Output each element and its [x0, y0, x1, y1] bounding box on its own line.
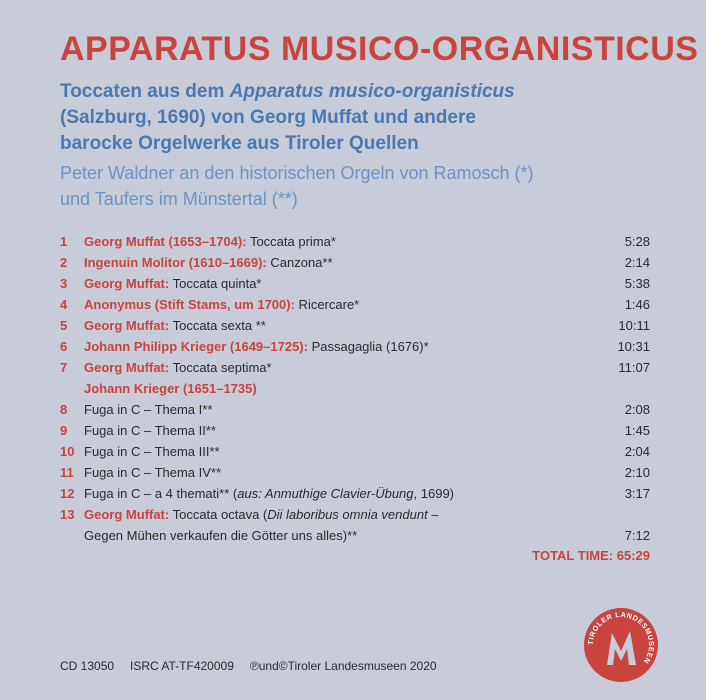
- album-subtitle: [60, 79, 680, 157]
- track-number: 10: [60, 444, 75, 459]
- track-work-line2: Gegen Mühen verkaufen die Götter uns alles)**: [84, 528, 358, 543]
- track-number: 4: [60, 297, 68, 312]
- track-time: 11:07: [618, 360, 650, 375]
- track-number: 8: [60, 402, 68, 417]
- track-number: 11: [60, 465, 74, 480]
- track-row: [60, 504, 650, 525]
- track-time: 7:12: [624, 528, 650, 543]
- track-composer: Ingenuin Molitor (1610–1669):: [84, 255, 267, 270]
- track-time: 2:04: [624, 444, 650, 459]
- catalog-number: CD 13050: [60, 659, 115, 673]
- footer: [60, 659, 453, 673]
- track-time: 1:46: [624, 297, 650, 312]
- track-work: Fuga in C – a 4 themati** (: [84, 486, 238, 501]
- subtitle-line3: barocke Orgelwerke aus Tiroler Quellen: [60, 133, 419, 154]
- track-time: 1:45: [624, 423, 650, 438]
- composer-heading-row: [60, 378, 650, 399]
- track-time: 2:14: [624, 255, 650, 270]
- track-time: 10:11: [618, 318, 650, 333]
- logo-text: TIROLER LANDESMUSEEN: [585, 609, 657, 666]
- track-work: Toccata quinta*: [169, 276, 262, 291]
- track-work-end: –: [427, 507, 439, 522]
- track-work: Toccata septima*: [169, 360, 272, 375]
- track-row: [60, 315, 650, 336]
- album-title: APPARATUS MUSICO-ORGANISTICUS: [60, 30, 699, 68]
- track-number: 12: [60, 486, 75, 501]
- track-number: 6: [60, 339, 68, 354]
- track-work: Toccata sexta **: [169, 318, 266, 333]
- isrc-code: ISRC AT-TF420009: [130, 659, 234, 673]
- track-work: Toccata prima*: [246, 234, 336, 249]
- track-composer: Georg Muffat:: [84, 318, 170, 333]
- track-work: Fuga in C – Thema III**: [84, 444, 220, 459]
- track-time: 10:31: [617, 339, 650, 354]
- track-composer: Georg Muffat (1653–1704):: [84, 234, 247, 249]
- track-row: [60, 273, 650, 294]
- track-number: 7: [60, 360, 68, 375]
- performer-info: [60, 160, 680, 212]
- track-work-italic: Dii laboribus omnia vendunt: [267, 507, 428, 522]
- track-number: 1: [60, 234, 68, 249]
- subtitle-line2: (Salzburg, 1690) von Georg Muffat und andere: [60, 107, 476, 128]
- subtitle-prefix: Toccaten aus dem: [60, 81, 230, 102]
- track-row: [60, 462, 650, 483]
- track-number: 2: [60, 255, 68, 270]
- subtitle-italic-title: Apparatus musico-organisticus: [229, 81, 515, 102]
- track-work: Fuga in C – Thema IV**: [84, 465, 222, 480]
- track-time: 2:10: [624, 465, 650, 480]
- track-number: 9: [60, 423, 68, 438]
- track-row: [60, 483, 650, 504]
- track-time: 3:17: [624, 486, 650, 501]
- track-time: 5:38: [624, 276, 650, 291]
- copyright: ℗und©Tiroler Landesmuseen 2020: [249, 659, 437, 673]
- track-list: [60, 231, 650, 546]
- track-work: Canzona**: [266, 255, 333, 270]
- track-work: Toccata octava (: [169, 507, 268, 522]
- track-work: Ricercare*: [294, 297, 360, 312]
- track-number: 5: [60, 318, 68, 333]
- track-composer: Georg Muffat:: [84, 360, 170, 375]
- track-number: 3: [60, 276, 68, 291]
- track-row: [60, 357, 650, 378]
- track-composer: Georg Muffat:: [84, 276, 170, 291]
- track-row: [60, 294, 650, 315]
- track-row: [60, 336, 650, 357]
- track-row: [60, 441, 650, 462]
- performer-line2: und Taufers im Münstertal (**): [60, 189, 298, 209]
- track-work: Fuga in C – Thema I**: [84, 402, 213, 417]
- total-time: TOTAL TIME: 65:29: [532, 548, 650, 563]
- track-work-italic: aus: Anmuthige Clavier-Übung: [237, 486, 414, 501]
- track-composer: Johann Philipp Krieger (1649–1725):: [84, 339, 308, 354]
- track-time: 2:08: [624, 402, 650, 417]
- track-composer: Georg Muffat:: [84, 507, 170, 522]
- track-time: 5:28: [624, 234, 650, 249]
- tiroler-landesmuseen-logo-icon: [583, 607, 659, 683]
- track-number: 13: [60, 507, 75, 522]
- track-row-continued: [60, 525, 650, 546]
- track-work-end: , 1699): [413, 486, 455, 501]
- track-row: [60, 252, 650, 273]
- composer-heading: Johann Krieger (1651–1735): [84, 381, 257, 396]
- track-row: [60, 231, 650, 252]
- track-row: [60, 420, 650, 441]
- performer-line1: Peter Waldner an den historischen Orgeln von Ramosch (*): [60, 163, 534, 183]
- track-work: Fuga in C – Thema II**: [84, 423, 216, 438]
- track-composer: Anonymus (Stift Stams, um 1700):: [84, 297, 295, 312]
- track-row: [60, 399, 650, 420]
- track-work: Passagaglia (1676)*: [307, 339, 429, 354]
